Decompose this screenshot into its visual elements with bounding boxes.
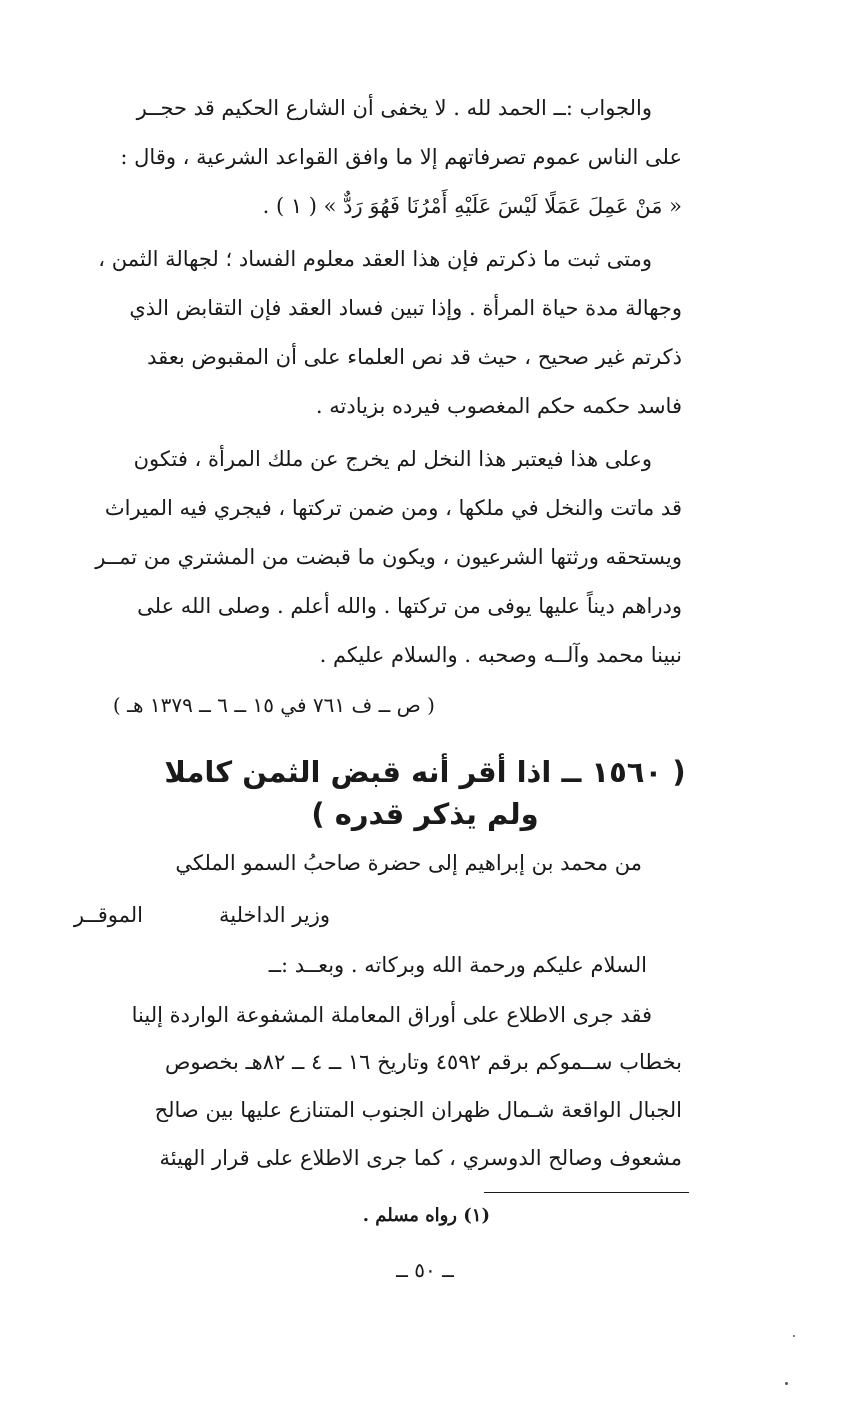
body-line: وعلى هذا فيعتبر هذا النخل لم يخرج عن ملك المرأة ، فتكون [133,447,652,471]
body-line: نبينا محمد وآلــه وصحبه . والسلام عليكم . [319,643,682,667]
footnote: (١) رواه مسلم . [362,1205,490,1226]
body-line: قد ماتت والنخل في ملكها ، ومن ضمن تركتها ، فيجري فيه الميراث [104,496,682,520]
body-line: بخطاب ســموكم برقم ٤٥٩٢ وتاريخ ١٦ ــ ٤ ــ ٨٢هـ بخصوص [164,1050,682,1074]
body-line: الجبال الواقعة شـمال ظهران الجنوب المتنازع عليها بين صالح [154,1098,682,1122]
body-line: « مَنْ عَمِلَ عَمَلًا لَيْسَ عَلَيْهِ أَمْرُنَا فَهُوَ رَدٌّ » ( ١ ) . [262,194,682,218]
body-line: ومتى ثبت ما ذكرتم فإن هذا العقد معلوم الفساد ؛ لجهالة الثمن ، [98,247,652,271]
body-line: مشعوف وصالح الدوسري ، كما جرى الاطلاع على قرار الهيئة [159,1146,682,1170]
body-line: على الناس عموم تصرفاتهم إلا ما وافق القواعد الشرعية ، وقال : [120,145,682,169]
scan-speck [785,1382,788,1385]
fatwa-reference: ( ص ــ ف ٧٦١ في ١٥ ــ ٦ ــ ١٣٧٩ هـ ) [112,693,435,717]
body-line: ويستحقه ورثتها الشرعيون ، ويكون ما قبضت من المشتري من تمــر [95,545,682,569]
section-heading-line-1: ( ١٥٦٠ ــ اذا أقر أنه قبض الثمن كاملا [164,755,686,789]
body-line: ودراهم ديناً عليها يوفى من تركتها . والله أعلم . وصلى الله على [137,594,682,618]
letter-honorific: الموقــر [73,903,143,927]
body-line: فاسد حكمه حكم المغصوب فيرده بزيادته . [315,394,682,418]
body-line: ذكرتم غير صحيح ، حيث قد نص العلماء على أن المقبوض بعقد [147,345,682,369]
page-number: ــ ٥٠ ــ [396,1258,454,1282]
scan-speck [793,1335,795,1337]
section-heading-line-2: ولم يذكر قدره ) [311,797,539,831]
body-line: فقد جرى الاطلاع على أوراق المعاملة المشفوعة الواردة إلينا [131,1003,652,1027]
body-line: وجهالة مدة حياة المرأة . وإذا تبين فساد العقد فإن التقابض الذي [129,296,682,320]
letter-from: من محمد بن إبراهيم إلى حضرة صاحبُ السمو الملكي [175,851,642,875]
footnote-rule [484,1192,689,1193]
letter-ministry: وزير الداخلية [218,903,330,927]
body-line: والجواب :ــ الحمد لله . لا يخفى أن الشارع الحكيم قد حجــر [136,96,652,120]
letter-greeting: السلام عليكم ورحمة الله وبركاته . وبعــد :ــ [268,953,647,977]
